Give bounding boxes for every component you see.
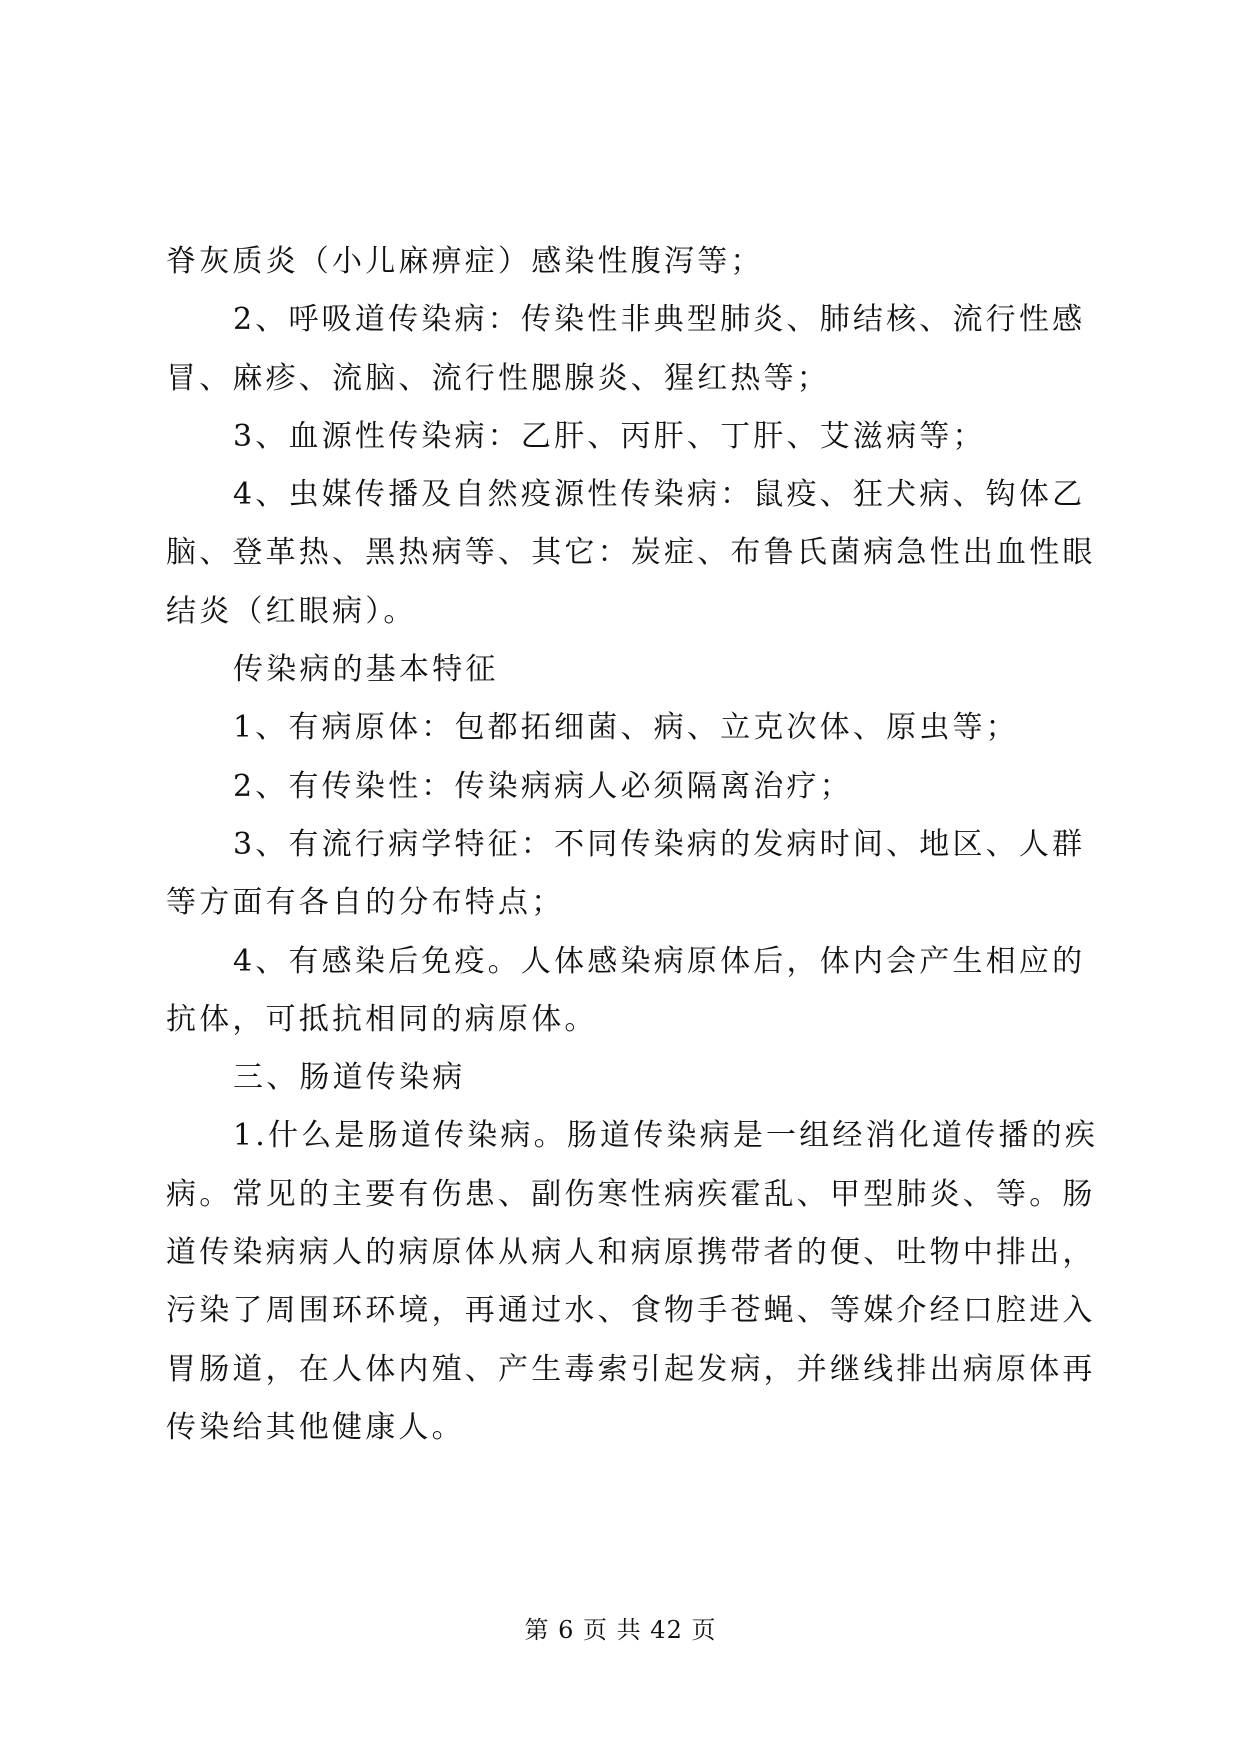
text-line: 3、血源性传染病：乙肝、丙肝、丁肝、艾滋病等； <box>233 418 986 454</box>
text-line: 1、有病原体：包都拓细菌、病、立克次体、原虫等； <box>233 710 1019 746</box>
text-line: 污染了周围环环境，再通过水、食物手苍蝇、等媒介经口腔进入 <box>166 1293 1096 1329</box>
text-line: 道传染病病人的病原体从病人和病原携带者的便、吐物中排出， <box>166 1235 1096 1271</box>
text-line: 2、呼吸道传染病：传染性非典型肺炎、肺结核、流行性感 <box>233 302 1086 338</box>
text-line: 3、有流行病学特征：不同传染病的发病时间、地区、人群 <box>233 826 1086 862</box>
text-line: 2、有传染性：传染病病人必须隔离治疗； <box>233 768 853 804</box>
text-line: 病。常见的主要有伤患、副伤寒性病疾霍乱、甲型肺炎、等。肠 <box>166 1176 1096 1212</box>
text-line: 结炎（红眼病）。 <box>166 593 417 629</box>
text-line: 4、虫媒传播及自然疫源性传染病：鼠疫、狂犬病、钩体乙 <box>233 477 1086 513</box>
text-line: 1.什么是肠道传染病。肠道传染病是一组经消化道传播的疾 <box>233 1118 1099 1154</box>
text-line: 冒、麻疹、流脑、流行性腮腺炎、猩红热等； <box>166 360 830 396</box>
text-line: 传染给其他健康人。 <box>166 1409 465 1445</box>
document-body <box>166 233 1099 1457</box>
section-heading: 三、肠道传染病 <box>233 1060 466 1096</box>
text-line: 脊灰质炎（小儿麻痹症）感染性腹泻等； <box>166 244 764 279</box>
page-number-footer: 第 6 页 共 42 页 <box>524 1616 717 1644</box>
text-line: 等方面有各自的分布特点； <box>166 885 565 921</box>
text-line: 脑、登革热、黑热病等、其它：炭症、布鲁氏菌病急性出血性眼 <box>166 535 1096 571</box>
section-heading: 传染病的基本特征 <box>233 652 499 688</box>
text-line: 4、有感染后免疫。人体感染病原体后，体内会产生相应的 <box>233 943 1086 979</box>
text-line: 胃肠道，在人体内殖、产生毒索引起发病，并继线排出病原体再 <box>166 1351 1096 1387</box>
text-line: 抗体，可抵抗相同的病原体。 <box>166 1001 598 1037</box>
